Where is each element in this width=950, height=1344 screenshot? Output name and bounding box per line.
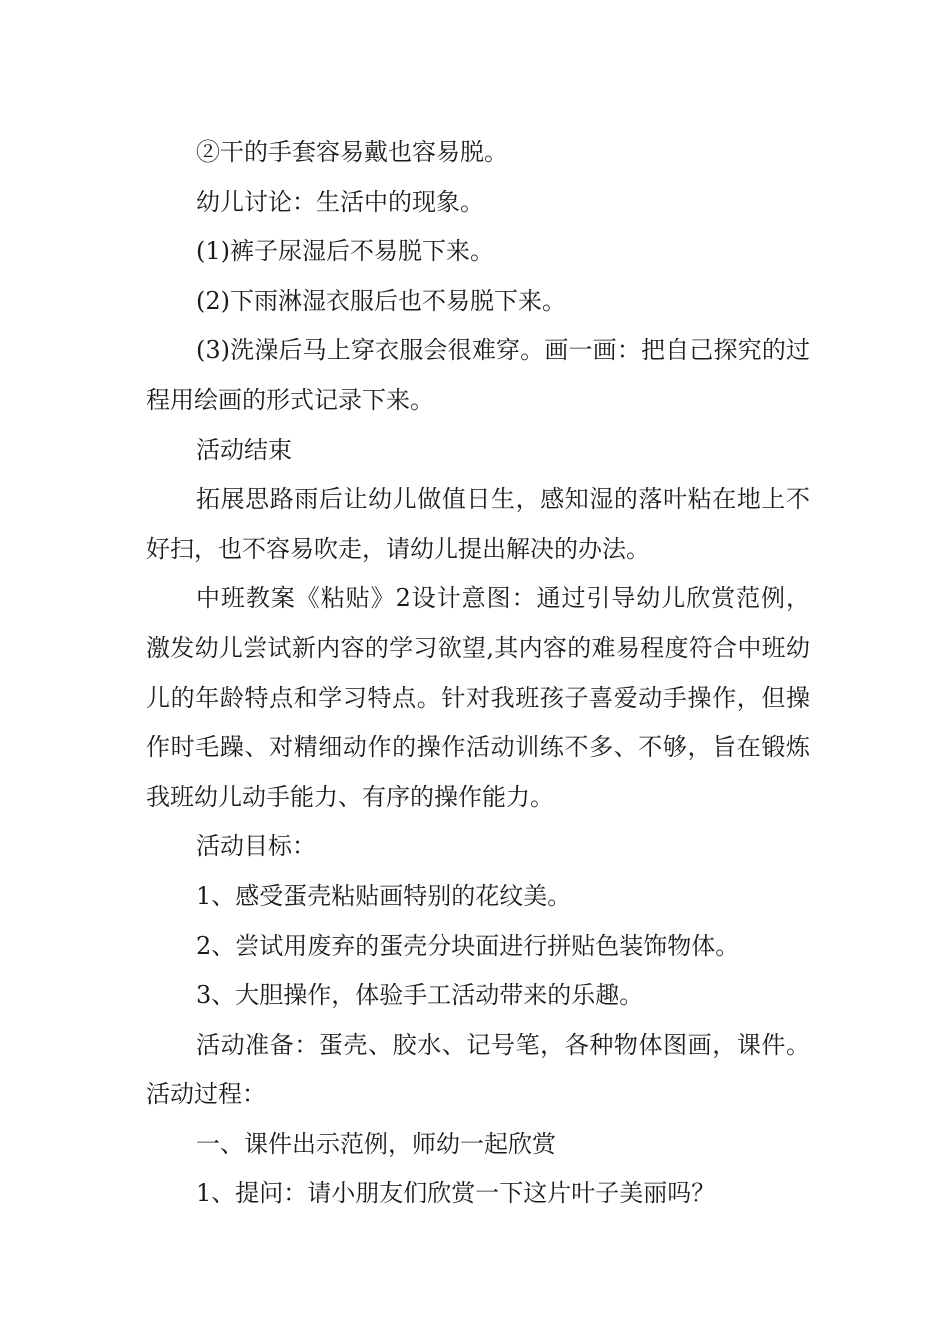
paragraph-goal-3: 3、大胆操作，体验手工活动带来的乐趣。 xyxy=(196,981,644,1010)
paragraph-item-3: (3)洗澡后马上穿衣服会很难穿。画一画：把自己探究的过程用绘画的形式记录下来。 xyxy=(146,336,810,414)
paragraph-discussion: 幼儿讨论：生活中的现象。 xyxy=(196,187,484,216)
paragraph-activity-end: 活动结束 xyxy=(196,435,292,464)
paragraph-preparation: 活动准备：蛋壳、胶水、记号笔，各种物体图画，课件。活动过程： xyxy=(146,1030,810,1109)
paragraph-design-intent: 中班教案《粘贴》2设计意图：通过引导幼儿欣赏范例，激发幼儿尝试新内容的学习欲望,其内容的难易程度符合中班幼儿的年龄特点和学习特点。针对我班孩子喜爱动手操作，但操作时毛躁、对精细动作的操作活动训练不多、不够，旨在锻炼我班幼儿动手能力、有序的操作能力。 xyxy=(146,584,810,811)
paragraph-step-1: 一、课件出示范例，师幼一起欣赏 xyxy=(196,1129,556,1158)
paragraph-glove-dry: ②干的手套容易戴也容易脱。 xyxy=(196,138,508,166)
document-body xyxy=(146,128,810,1219)
paragraph-question-1: 1、提问：请小朋友们欣赏一下这片叶子美丽吗？ xyxy=(196,1179,716,1208)
paragraph-extension: 拓展思路雨后让幼儿做值日生，感知湿的落叶粘在地上不好扫，也不容易吹走，请幼儿提出解决的办法。 xyxy=(146,485,810,563)
paragraph-goal-1: 1、感受蛋壳粘贴画特别的花纹美。 xyxy=(196,881,572,910)
paragraph-goals-heading: 活动目标： xyxy=(196,832,316,861)
paragraph-item-1: (1)裤子尿湿后不易脱下来。 xyxy=(196,237,494,266)
paragraph-item-2: (2)下雨淋湿衣服后也不易脱下来。 xyxy=(196,286,566,315)
paragraph-goal-2: 2、尝试用废弃的蛋壳分块面进行拼贴色装饰物体。 xyxy=(196,931,740,960)
